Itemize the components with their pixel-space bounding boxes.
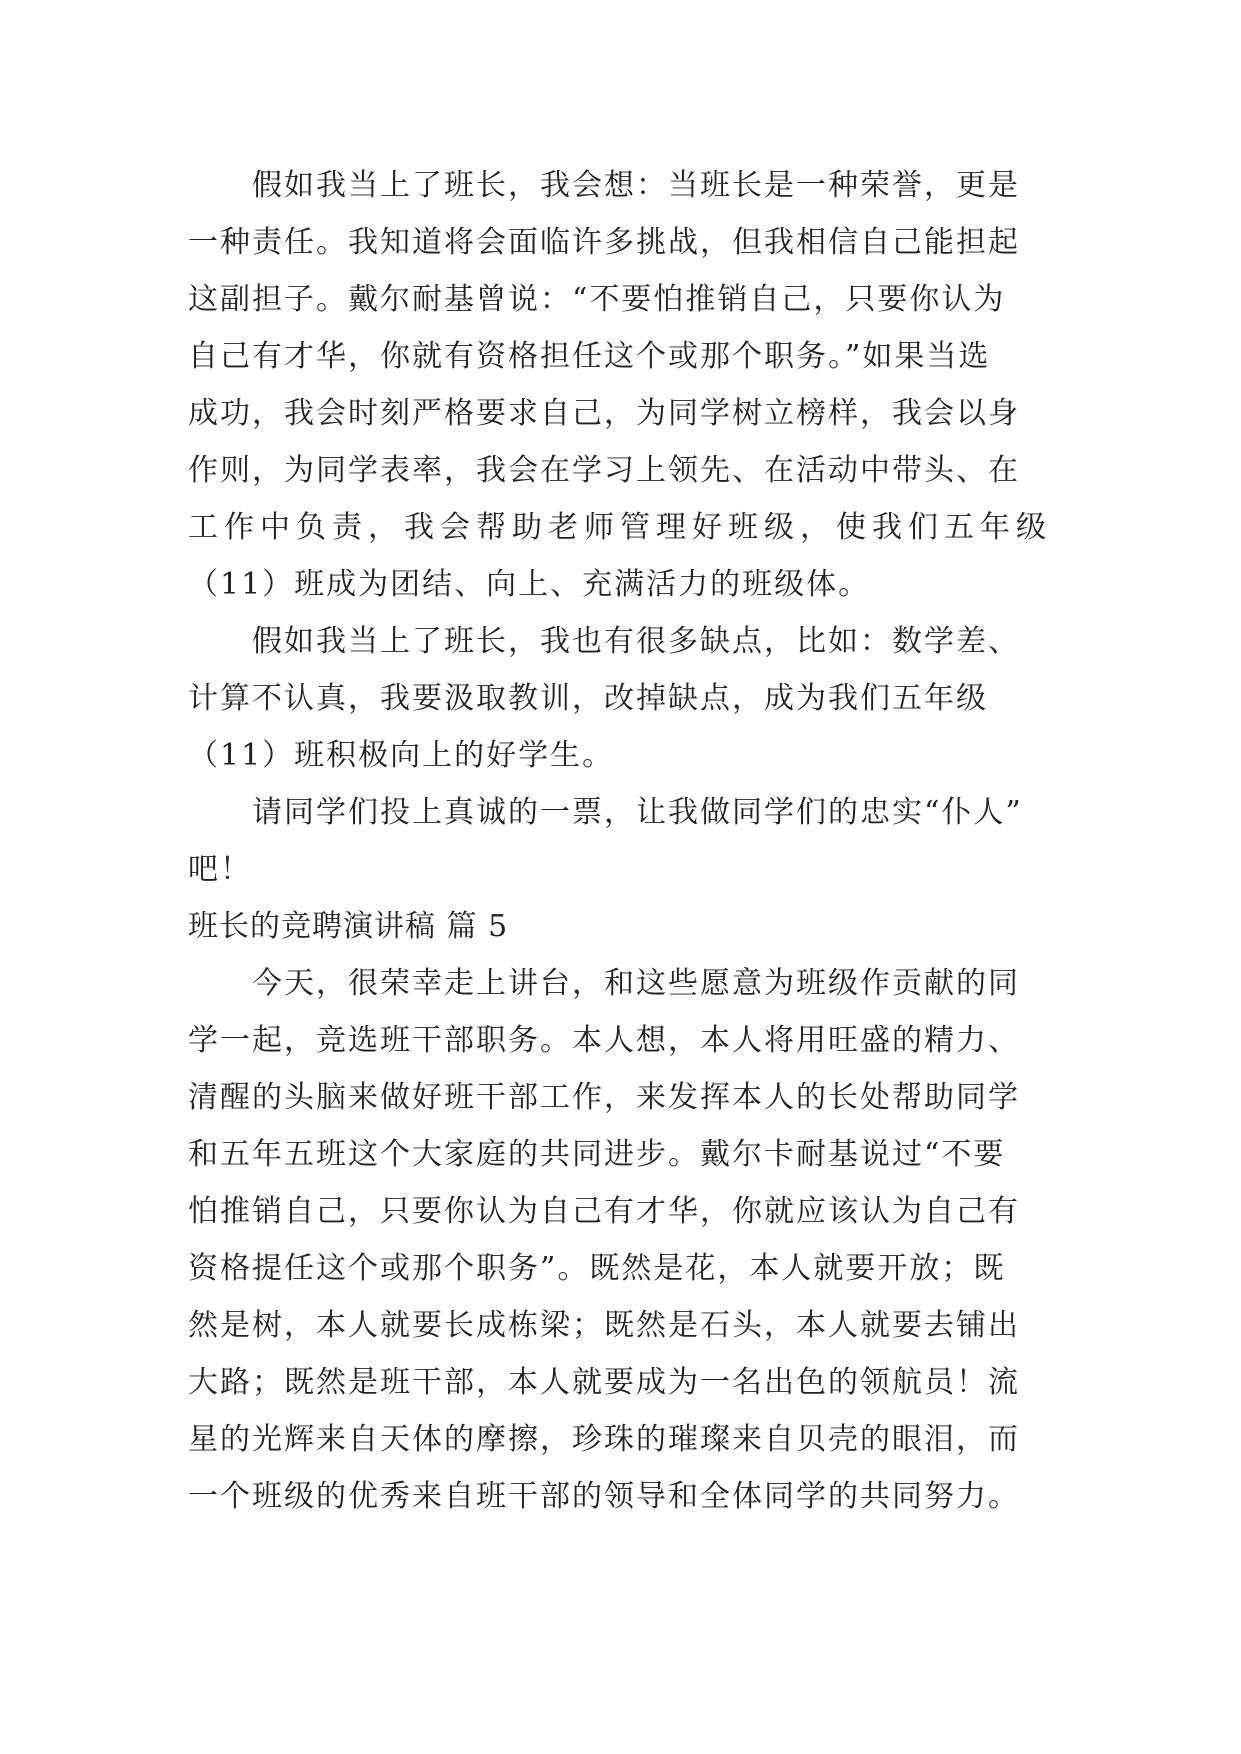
paragraph-line: （11）班成为团结、向上、充满活力的班级体。 bbox=[188, 567, 871, 602]
paragraph-line: 学一起，竞选班干部职务。本人想，本人将用旺盛的精力、 bbox=[188, 1023, 1020, 1058]
paragraph-line: 假如我当上了班长，我也有很多缺点，比如：数学差、 bbox=[252, 624, 1020, 659]
paragraph-line: 作则，为同学表率，我会在学习上领先、在活动中带头、在 bbox=[188, 453, 1020, 488]
paragraph-line: 大路；既然是班干部，本人就要成为一名出色的领航员！流 bbox=[188, 1365, 1020, 1400]
paragraph-line: 一个班级的优秀来自班干部的领导和全体同学的共同努力。 bbox=[188, 1479, 1020, 1514]
paragraph-line: 请同学们投上真诚的一票，让我做同学们的忠实“仆人” bbox=[252, 795, 1023, 830]
paragraph-line: 自己有才华，你就有资格担任这个或那个职务。”如果当选 bbox=[188, 339, 991, 374]
paragraph-line: 一种责任。我知道将会面临许多挑战，但我相信自己能担起 bbox=[188, 225, 1020, 260]
paragraph-line: 今天，很荣幸走上讲台，和这些愿意为班级作贡献的同 bbox=[252, 966, 1020, 1001]
paragraph-line: 星的光辉来自天体的摩擦，珍珠的璀璨来自贝壳的眼泪，而 bbox=[188, 1422, 1020, 1457]
paragraph-line: 假如我当上了班长，我会想：当班长是一种荣誉，更是 bbox=[252, 168, 1020, 203]
paragraph-line: 和五年五班这个大家庭的共同进步。戴尔卡耐基说过“不要 bbox=[188, 1137, 1006, 1172]
paragraph-line: 这副担子。戴尔耐基曾说：“不要怕推销自己，只要你认为 bbox=[188, 282, 1006, 317]
paragraph-line: 工作中负责，我会帮助老师管理好班级，使我们五年级 bbox=[188, 510, 1052, 545]
paragraph-line: 然是树，本人就要长成栋梁；既然是石头，本人就要去铺出 bbox=[188, 1308, 1020, 1343]
paragraph-line: （11）班积极向上的好学生。 bbox=[188, 738, 615, 773]
paragraph-line: 清醒的头脑来做好班干部工作，来发挥本人的长处帮助同学 bbox=[188, 1080, 1020, 1115]
paragraph-line: 资格提任这个或那个职务”。既然是花，本人就要开放；既 bbox=[188, 1251, 1006, 1286]
paragraph-line: 成功，我会时刻严格要求自己，为同学树立榜样，我会以身 bbox=[188, 396, 1020, 431]
paragraph-line: 计算不认真，我要汲取教训，改掉缺点，成为我们五年级 bbox=[188, 681, 988, 716]
paragraph-line: 怕推销自己，只要你认为自己有才华，你就应该认为自己有 bbox=[188, 1194, 1020, 1229]
paragraph-line: 吧！ bbox=[188, 852, 252, 887]
section-heading: 班长的竞聘演讲稿 篇 5 bbox=[188, 909, 509, 944]
